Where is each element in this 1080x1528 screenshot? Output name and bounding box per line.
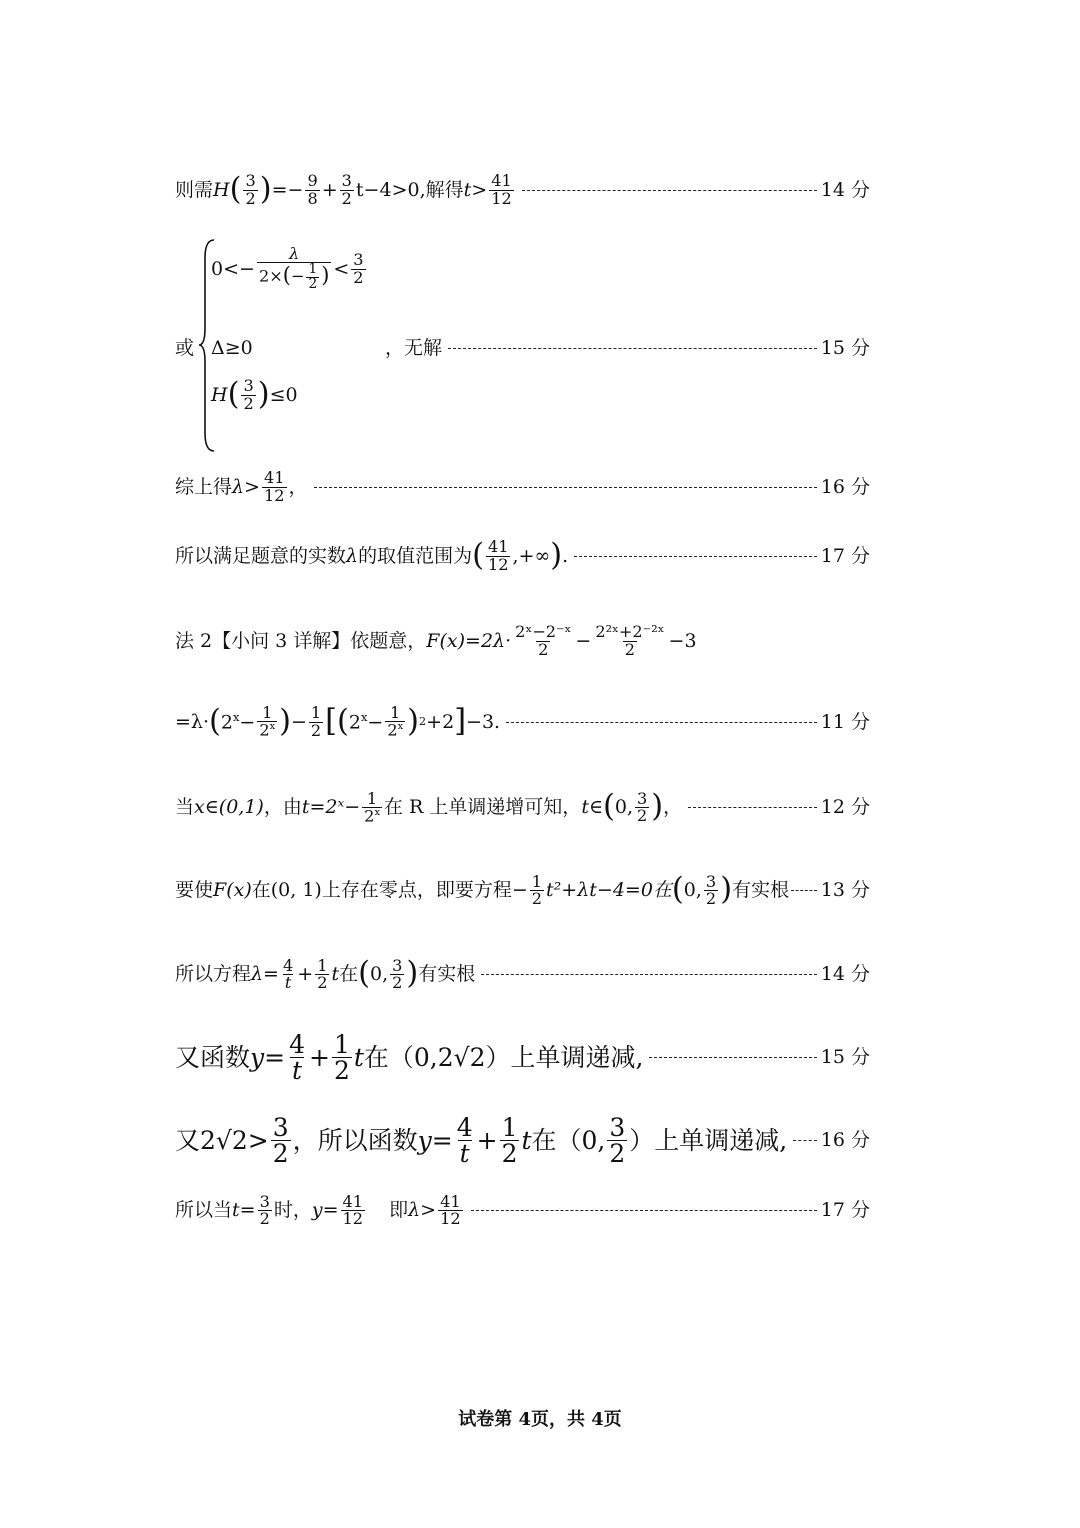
dash-leader [574, 556, 817, 557]
line-15-score-system: 或 0<− λ 2×(− $\frac{1}{2}$ ) < $\frac{3}{2}$ Δ≥0 H ( $\frac{3}{2}$ ) ≤0 ，无解 15 分 [175, 238, 870, 453]
line-17-score-a: 所以满足题意的实数 λ 的取值范围为 ( $\frac{41}{12}$ ,+∞ ) . 17 分 [175, 537, 870, 574]
text: =λ· [175, 710, 210, 733]
formula: y= [250, 1043, 286, 1072]
text: 要使 [175, 879, 214, 901]
dash-leader [481, 974, 817, 975]
text: 所以当 [175, 1199, 233, 1221]
dash-leader [688, 807, 817, 808]
formula: λ= [251, 963, 279, 985]
text: + [321, 178, 338, 201]
text: 又2√2> [175, 1126, 269, 1155]
formula: y= [417, 1126, 453, 1155]
text: 综上得 [175, 475, 233, 498]
text: ,+∞ [512, 544, 551, 567]
score: 17 分 [820, 544, 870, 567]
frac-3-2: $\frac{3}{2}$ [243, 376, 254, 413]
dash-leader [649, 1057, 816, 1058]
text: 在(0, 1)上存在零点，即要方程− [251, 879, 528, 901]
formula: t²+λt−4=0在 [546, 879, 672, 901]
fn-H: H [211, 383, 228, 406]
line-11-score: =λ· ( $2^x-$ $\frac{1}{2^x}$ ) − $\frac{1}{2}$ [ ( $2^x-$ $\frac{1}{2^x}$ ) 2 +2 ] −3. 11 分 [175, 703, 870, 740]
line-17-score-b: 所以当 t= $\frac{3}{2}$ 时， y= $\frac{41}{12}$ 即 λ> $\frac{41}{12}$ 17 分 [175, 1191, 870, 1228]
formula: λ> [408, 1199, 437, 1221]
frac-41-12: $\frac{41}{12}$ [487, 537, 509, 574]
delta-condition: Δ≥0 [211, 336, 253, 359]
frac: $\frac{\text{2ˣ−2⁻ˣ}}{2}$ [515, 622, 572, 659]
formula: t= [232, 1199, 256, 1221]
frac-9-8: $\frac{9}{8}$ [307, 171, 318, 208]
page-footer: 试卷第 4页，共 4页 [458, 1409, 622, 1430]
line-method-2: 法 2【小问 3 详解】依题意， F(x)=2λ· $\frac{\text{2ˣ−2⁻ˣ}}{2}$ − $\frac{\text{2²ˣ+2⁻²ˣ}}{2}$ −3 [175, 622, 697, 659]
frac-3-2: $\frac{3}{2}$ [245, 171, 256, 208]
text: 在（0,2√2）上单调递减, [363, 1043, 644, 1072]
line-16-score-a [175, 462, 870, 512]
text-or: 或 [175, 336, 195, 359]
dash-leader [314, 487, 817, 488]
text: t∈ [581, 796, 604, 818]
text: t−4>0,解得 [355, 178, 464, 201]
text: 即 [389, 1199, 409, 1221]
dash-leader [791, 890, 817, 891]
var: λ [346, 544, 359, 567]
formula: t=2ˣ− [301, 796, 361, 818]
text: 当 [175, 796, 195, 818]
score: 13 分 [820, 879, 870, 901]
text: 在 [339, 963, 359, 985]
text: 所以满足题意的实数 [175, 544, 347, 567]
score: 14 分 [820, 178, 870, 201]
line-14-score-b: 所以方程 λ= $\frac{4}{t}$ + $\frac{1}{2}$ t 在 ( 0, $\frac{3}{2}$ ) 有实根 14 分 [175, 955, 870, 992]
text: ，所以函数 [292, 1126, 418, 1155]
frac-41-12: $\frac{41}{12}$ [491, 171, 512, 208]
score: 15 分 [820, 336, 870, 359]
text: −3. [466, 710, 501, 733]
score: 14 分 [820, 963, 870, 985]
score: 16 分 [820, 475, 870, 498]
text: . [562, 544, 569, 567]
frac-3-2: $\frac{3}{2}$ [353, 250, 364, 287]
dash-leader [448, 348, 817, 349]
line-16-score-b: 又2√2> $\frac{3}{2}$ ，所以函数 y= $\frac{4}{t}$ + $\frac{1}{2}$ t 在（0, $\frac{3}{2}$ ）上单调递减, 16 分 [175, 1113, 870, 1168]
frac-41-12: $\frac{41}{12}$ [263, 468, 285, 505]
text: ≤0 [269, 383, 298, 406]
condition: x∈(0,1) [194, 796, 264, 818]
score: 16 分 [820, 1129, 870, 1151]
text-no-solution: ，无解 [385, 336, 443, 359]
text: 的取值范围为 [358, 544, 473, 567]
text: 有实根 [732, 879, 790, 901]
var: t> [463, 178, 488, 201]
text: 所以方程 [175, 963, 252, 985]
text: 又函数 [175, 1043, 251, 1072]
text: −3 [668, 629, 697, 652]
dash-leader [793, 1140, 817, 1141]
frac-lambda: λ 2×(− $\frac{1}{2}$ ) [258, 244, 330, 293]
formula: F(x) [213, 879, 252, 901]
text: 在（0, [531, 1126, 606, 1155]
line-13-score: 要使 F(x) 在(0, 1)上存在零点，即要方程− $\frac{1}{2}$ t²+λt−4=0在 ( 0, $\frac{3}{2}$ ) 有实根 13 分 [175, 871, 870, 908]
dash-leader [522, 190, 817, 191]
score: 12 分 [820, 796, 870, 818]
text: ）上单调递减, [629, 1126, 788, 1155]
dash-leader [471, 1210, 817, 1211]
text: 有实根 [418, 963, 476, 985]
formula: F(x)=2λ· [426, 629, 512, 652]
dash-leader [506, 722, 817, 723]
line-15-score-b: 又函数 y= $\frac{4}{t}$ + $\frac{1}{2}$ t 在（0,2√2）上单调递减, 15 分 [175, 1030, 870, 1085]
line-14-score-a: 则需 H ( $\frac{3}{2}$ ) =− $\frac{9}{8}$ + $\frac{3}{2}$ t−4>0,解得 t> $\frac{41}{12}$ 14 分 [175, 171, 870, 208]
score: 11 分 [820, 710, 870, 733]
line-12-score: 当 x∈(0,1) ，由 t=2ˣ− $\frac{1}{2^x}$ 在 R 上单调递增可知， t∈ ( 0, $\frac{3}{2}$ ) ， 12 分 [175, 788, 870, 826]
text: 法 2【小问 3 详解】依题意， [175, 629, 427, 652]
text: =− [271, 178, 304, 201]
text: 时， [273, 1199, 312, 1221]
score: 17 分 [820, 1199, 870, 1221]
var: λ> [232, 475, 260, 498]
text: 则需 [175, 178, 214, 201]
text: ，由 [263, 796, 302, 818]
frac: $\frac{\text{2²ˣ+2⁻²ˣ}}{2}$ [595, 622, 665, 659]
score: 15 分 [820, 1046, 870, 1068]
fn-H: H [213, 178, 230, 201]
formula: y= [311, 1199, 339, 1221]
text: 在 R 上单调递增可知， [383, 796, 582, 818]
text: ， [288, 475, 308, 498]
frac-3-2: $\frac{3}{2}$ [341, 171, 352, 208]
